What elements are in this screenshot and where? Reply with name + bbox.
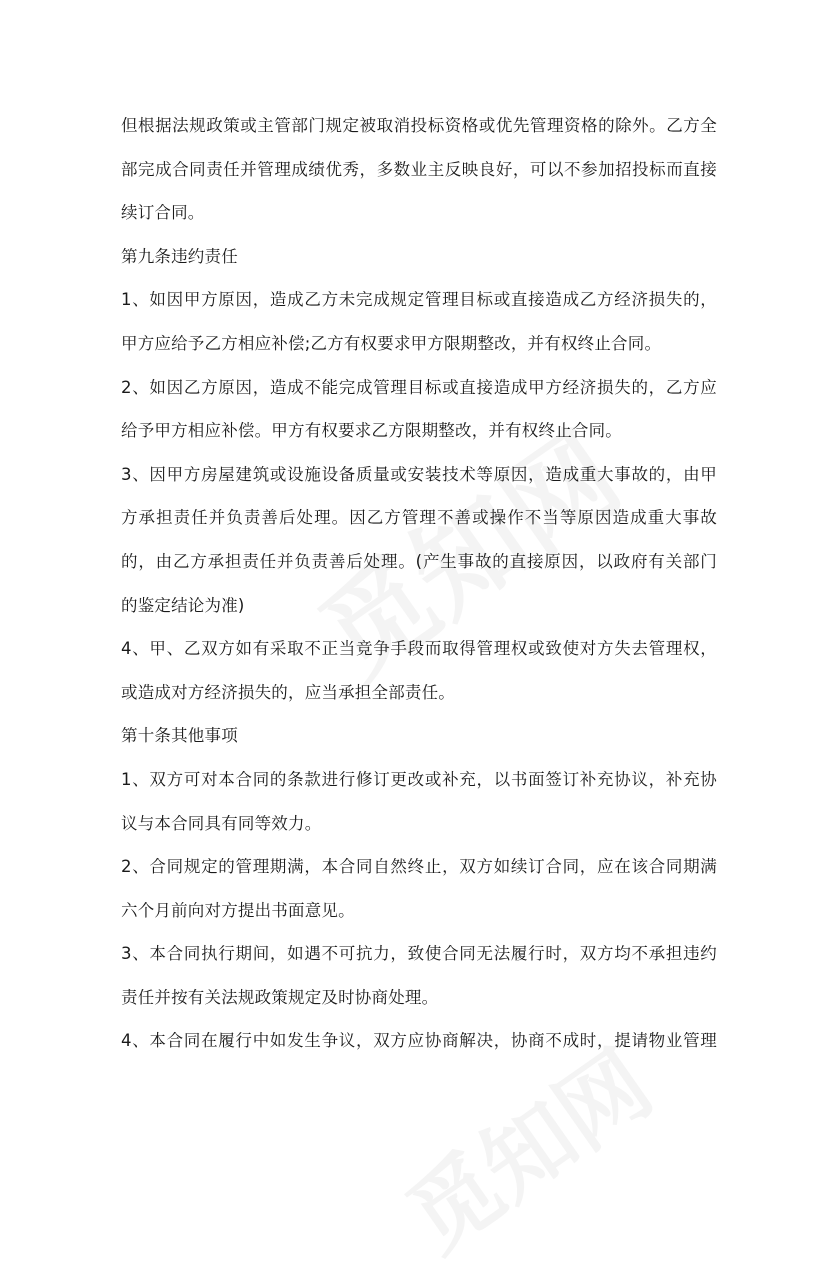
text-line: 4、甲、乙双方如有采取不正当竞争手段而取得管理权或致使对方失去管理权， — [121, 639, 717, 659]
text-line: 4、本合同在履行中如发生争议，双方应协商解决，协商不成时，提请物业管理 — [121, 1031, 717, 1051]
text-line: 3、因甲方房屋建筑或设施设备质量或安装技术等原因，造成重大事故的，由甲 — [121, 464, 717, 484]
text-line: 的，由乙方承担责任并负责善后处理。(产生事故的直接原因，以政府有关部门 — [121, 551, 717, 571]
text-line: 方承担责任并负责善后处理。因乙方管理不善或操作不当等原因造成重大事故 — [121, 508, 717, 528]
section-heading: 第十条其他事项 — [121, 726, 238, 746]
text-line: 1、双方可对本合同的条款进行修订更改或补充，以书面签订补充协议，补充协 — [121, 769, 717, 789]
document-body — [121, 104, 717, 1063]
text-line: 甲方应给予乙方相应补偿;乙方有权要求甲方限期整改，并有权终止合同。 — [121, 333, 662, 353]
text-line: 但根据法规政策或主管部门规定被取消投标资格或优先管理资格的除外。乙方全 — [121, 116, 717, 135]
text-line: 续订合同。 — [121, 203, 205, 223]
text-line: 部完成合同责任并管理成绩优秀，多数业主反映良好，可以不参加招投标而直接 — [121, 159, 717, 179]
text-line: 或造成对方经济损失的，应当承担全部责任。 — [121, 682, 455, 702]
text-line: 2、如因乙方原因，造成不能完成管理目标或直接造成甲方经济损失的，乙方应 — [121, 377, 717, 397]
text-line: 3、本合同执行期间，如遇不可抗力，致使合同无法履行时，双方均不承担违约 — [121, 944, 717, 964]
text-line: 2、合同规定的管理期满，本合同自然终止，双方如续订合同，应在该合同期满 — [121, 857, 717, 877]
text-line: 1、如因甲方原因，造成乙方未完成规定管理目标或直接造成乙方经济损失的， — [121, 290, 717, 310]
section-heading: 第九条违约责任 — [121, 246, 238, 266]
text-line: 议与本合同具有同等效力。 — [121, 813, 322, 833]
text-line: 给予甲方相应补偿。甲方有权要求乙方限期整改，并有权终止合同。 — [121, 421, 622, 441]
text-line: 六个月前向对方提出书面意见。 — [121, 900, 355, 920]
text-line: 责任并按有关法规政策规定及时协商处理。 — [121, 987, 439, 1007]
text-line: 的鉴定结论为准) — [121, 595, 245, 615]
